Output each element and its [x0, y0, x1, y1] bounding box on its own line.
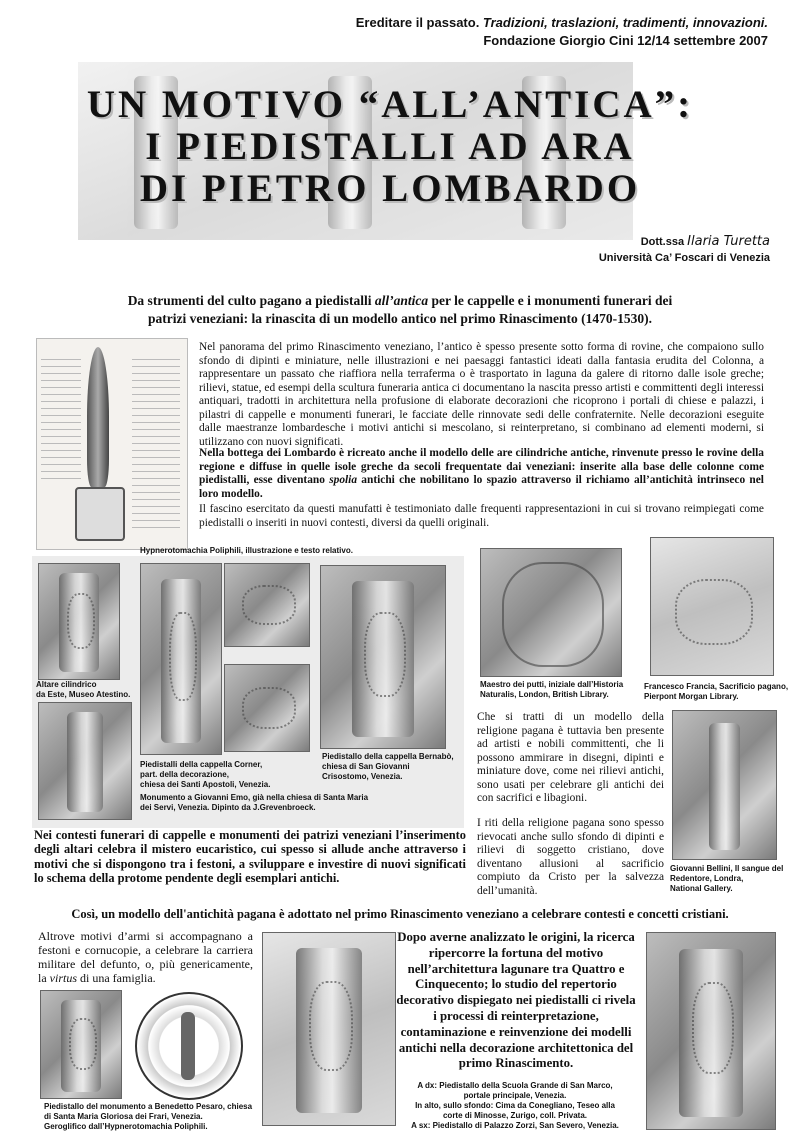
caption-putti: Maestro dei putti, iniziale dall’Historia Naturalis, London, British Library. [480, 680, 624, 699]
title-line-1: UN MOTIVO “ALL’ANTICA”: [86, 83, 694, 126]
poster-title [70, 84, 710, 210]
event-venue: Fondazione Giorgio Cini 12/14 settembre 2007 [483, 33, 768, 48]
putti-initial-image [480, 548, 622, 677]
intro-paragraph-3: Il fascino esercitato da questi manufatti è testimoniato dalle frequenti rappresentazioni in cui si trovano reimpiegati come piedistalli o inseriti in nuovi contesti, diversi da quelli originali. [199, 503, 764, 529]
zorzi-pedestal-image [262, 932, 396, 1126]
caption-bottom-images: A dx: Piedistallo della Scuola Grande di San Marco, portale principale, Venezia. In alto, sullo sfondo: Cima da Conegliano, Teseo alla corte di Minosse, Zurigo, coll. Privata. A sx: Piedistallo di Palazzo Zorzi, San Severo, Venezia. [411, 1081, 619, 1130]
hypnerotomachia-image [36, 338, 188, 550]
armi-paragraph: Altrove motivi d’armi si accompagnano a festoni e cornucopie, a celebrare la carriera militare del defunto, o, più genericamente, la virtus di una famiglia. [38, 929, 253, 985]
caption-francia: Francesco Francia, Sacrificio pagano, Pierpont Morgan Library. [644, 682, 789, 701]
corner-pedestal-image-1 [140, 563, 222, 755]
cosi-statement: Così, un modello dell'antichità pagana è adottato nel primo Rinascimento veneziano a celebrare contesti e concetti cristiani. [71, 907, 729, 921]
caption-hypnerotomachia: Hypnerotomachia Poliphili, illustrazione e testo relativo. [140, 546, 353, 555]
caption-corner: Piedistalli della cappella Corner, part. della decorazione, chiesa dei Santi Apostoli, Venezia. [140, 760, 271, 789]
corner-detail-image-1 [224, 563, 310, 647]
title-line-2: I PIEDISTALLI AD ARA [145, 125, 635, 168]
caption-altare: Altare cilindrico da Este, Museo Atestino. [36, 680, 131, 699]
religione-paragraph-2: I riti della religione pagana sono spesso rievocati anche sullo sfondo di dipinti e rilievi di soggetto cristiano, dove diventano allusioni al sacrificio compiuto da Cristo per la salvezza dell’umanità. [477, 817, 664, 897]
bellini-redeemer-image [672, 710, 777, 860]
title-line-3: DI PIETRO LOMBARDO [139, 167, 641, 210]
caption-pesaro: Piedistallo del monumento a Benedetto Pesaro, chiesa di Santa Maria Gloriosa dei Frari, Venezia. Geroglifico dall’Hypnerotomachia Poliphili. [44, 1102, 253, 1131]
event-title: Ereditare il passato. Tradizioni, traslazioni, tradimenti, innovazioni. [355, 15, 768, 30]
pesaro-pedestal-image [40, 990, 122, 1099]
corner-detail-image-2 [224, 664, 310, 752]
francia-sacrifice-image [650, 537, 774, 676]
intro-paragraph-1: Nel panorama del primo Rinascimento veneziano, l’antico è spesso presente sotto forma di rovine, che compaiono sullo sfondo di dipinti e miniature, nelle illustrazioni e nei paesaggi fantastici ideati dalla fantasia erudita del Colonna, a rappresentare un passato che riaffiora nella terraferma o è trasportato in laguna da galere di ritorno dalle isole greche; rilievi, statue, ed esempi della scultura funeraria antica ci documentano la nascita presso artisti e committenti degli interessi antiquari, tradotti in architettura nella profusione di elaborate decorazioni che ricoprono i portali di chiese e palazzi, i pilastri di cappelle e monumenti funerari, le facciate delle rinnovate sedi delle confraternite. Nelle decorazioni eseguite dalle maestranze lombardesche i motivi antichi si mescolano, si reinterpretano, si combinano ad elementi moderni, si utilizzano con nuovi significati. [199, 341, 764, 448]
author-block [370, 234, 770, 266]
intro-paragraph-2: Nella bottega dei Lombardo è ricreato anche il modello delle are cilindriche antiche, rinvenute presso le rovine della regione e diffuse in quelle isole greche da secoli frequentate dai veneziani: inserite alla base delle colonne come piedistalli, esse diventano spolia antichi che nobilitano lo spazio attraverso il richiamo all’antichità intrinseco nel loro modello. [199, 447, 764, 500]
altare-este-image [38, 563, 120, 680]
hieroglyph-medallion [135, 992, 243, 1100]
funerari-paragraph: Nei contesti funerari di cappelle e monumenti dei patrizi veneziani l’inserimento degli altari celebra il mistero eucaristico, cui spesso si allude anche attraverso i motivi che si dispongono tra i festoni, a sviluppare e investire di nuovi significati lo schema della protome pendente degli esemplari antichi. [34, 828, 466, 885]
caption-emo: Monumento a Giovanni Emo, già nella chiesa di Santa Maria dei Servi, Venezia. Dipinto da J.Grevenbroeck. [140, 793, 369, 812]
author-name: Dott.ssa Ilaria Turetta [640, 234, 770, 249]
caption-bernabo: Piedistallo della cappella Bernabò, chiesa di San Giovanni Crisostomo, Venezia. [322, 752, 454, 781]
conclusion-paragraph: Dopo averne analizzato le origini, la ricerca ripercorre la fortuna del motivo nell’architettura lagunare tra Quattro e Cinquecento; lo studio del repertorio decorativo dispiegato nei piedistalli ci rivela i processi di reinterpretazione, contaminazione e reinvenzione dei modelli antichi nella decorazione architettonica del primo Rinascimento. [396, 930, 636, 1071]
caption-bellini: Giovanni Bellini, Il sangue del Redentore, Londra, National Gallery. [670, 864, 784, 893]
emo-monument-image [38, 702, 132, 820]
religione-paragraph-1: Che si tratti di un modello della religione pagana è tuttavia ben presente ad artisti e nobili committenti, che li possono ammirare in disegni, dipinti e miniature dove, come nei rilievi antichi, sono usati per celebrare gli antichi dei con sacrifici e libagioni. [477, 711, 664, 804]
bernabo-pedestal-image [320, 565, 446, 749]
author-affiliation: Università Ca’ Foscari di Venezia [598, 252, 770, 264]
san-marco-pedestal-image [646, 932, 776, 1130]
event-header [168, 14, 768, 50]
poster-subtitle: Da strumenti del culto pagano a piedistalli all’antica per le cappelle e i monumenti funerari dei patrizi veneziani: la rinascita di un modello antico nel primo Rinascimento (1470-1530). [127, 293, 673, 326]
